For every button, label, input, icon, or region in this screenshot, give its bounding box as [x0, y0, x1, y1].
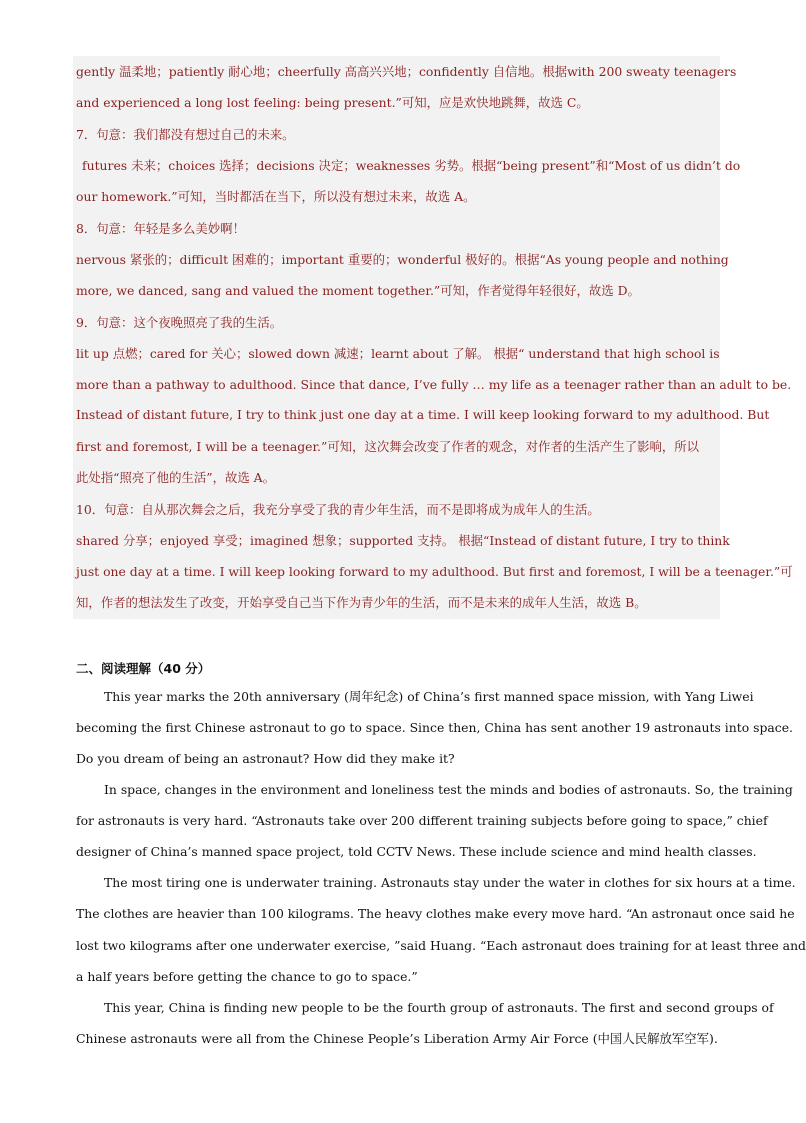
passage-line: This year, China is finding new people to be the fourth group of astronauts. The first and second groups of — [104, 1000, 774, 1015]
passage-line: becoming the first Chinese astronaut to go to space. Since then, China has sent another 19 astronauts into space. — [76, 720, 793, 735]
question-9-meaning: 9．句意：这个夜晚照亮了我的生活。 — [76, 315, 283, 330]
section-title: 二、阅读理解（40 分） — [76, 661, 211, 676]
question-10-meaning: 10．句意：自从那次舞会之后，我充分享受了我的青少年生活，而不是即将成为成年人的生活。 — [76, 502, 600, 517]
passage-line: Chinese astronauts were all from the Chinese People’s Liberation Army Air Force (中国人民解放军空军). — [76, 1031, 718, 1046]
explanation-line: just one day at a time. I will keep looking forward to my adulthood. But first and foremost, I will be a teenager.”可 — [76, 564, 793, 579]
question-8-meaning: 8．句意：年轻是多么美妙啊！ — [76, 221, 245, 236]
passage-line: for astronauts is very hard. “Astronauts take over 200 different training subjects before going to space,” chief — [76, 813, 768, 828]
question-7-meaning: 7．句意：我们都没有想过自己的未来。 — [76, 127, 295, 142]
passage-line: lost two kilograms after one underwater exercise, ”said Huang. “Each astronaut does training for at least three and — [76, 938, 806, 953]
explanation-line: nervous 紧张的；difficult 困难的；important 重要的；wonderful 极好的。根据“As young people and nothing — [76, 252, 729, 267]
explanation-line: first and foremost, I will be a teenager.”可知，这次舞会改变了作者的观念，对作者的生活产生了影响，所以 — [76, 439, 700, 454]
explanation-line: gently 温柔地；patiently 耐心地；cheerfully 高高兴兴地；confidently 自信地。根据with 200 sweaty teenagers — [76, 64, 737, 79]
explanation-line: shared 分享；enjoyed 享受；imagined 想象；supported 支持。 根据“Instead of distant future, I try to think — [76, 533, 730, 548]
explanation-line: futures 未来；choices 选择；decisions 决定；weaknesses 劣势。根据“being present”和“Most of us didn’t do — [82, 158, 741, 173]
explanation-line: our homework.”可知，当时都活在当下，所以没有想过未来，故选 A。 — [76, 189, 476, 204]
passage-line: The clothes are heavier than 100 kilograms. The heavy clothes make every move hard. “An astronaut once said he — [76, 906, 795, 921]
explanation-line: more, we danced, sang and valued the moment together.”可知，作者觉得年轻很好，故选 D。 — [76, 283, 640, 298]
passage-line: a half years before getting the chance to go to space.” — [76, 969, 418, 984]
explanation-line: and experienced a long lost feeling: being present.”可知，应是欢快地跳舞，故选 C。 — [76, 95, 589, 110]
passage-line: Do you dream of being an astronaut? How did they make it? — [76, 751, 455, 766]
explanation-line: 知，作者的想法发生了改变，开始享受自己当下作为青少年的生活，而不是未来的成年人生活，故选 B。 — [76, 595, 647, 610]
explanation-line: 此处指“照亮了他的生活”，故选 A。 — [76, 470, 276, 485]
passage-line: The most tiring one is underwater training. Astronauts stay under the water in clothes for six hours at a time. — [104, 875, 796, 890]
explanation-line: Instead of distant future, I try to think just one day at a time. I will keep looking forward to my adulthood. But — [76, 407, 770, 422]
explanation-line: lit up 点燃；cared for 关心；slowed down 减速；learnt about 了解。 根据“ understand that high school is — [76, 346, 720, 361]
passage-line: In space, changes in the environment and loneliness test the minds and bodies of astronauts. So, the training — [104, 782, 793, 797]
passage-line: designer of China’s manned space project, told CCTV News. These include science and mind health classes. — [76, 844, 757, 859]
passage-line: This year marks the 20th anniversary (周年纪念) of China’s first manned space mission, with Yang Liwei — [104, 689, 754, 704]
explanation-line: more than a pathway to adulthood. Since that dance, I’ve fully … my life as a teenager rather than an adult to be. — [76, 377, 792, 392]
